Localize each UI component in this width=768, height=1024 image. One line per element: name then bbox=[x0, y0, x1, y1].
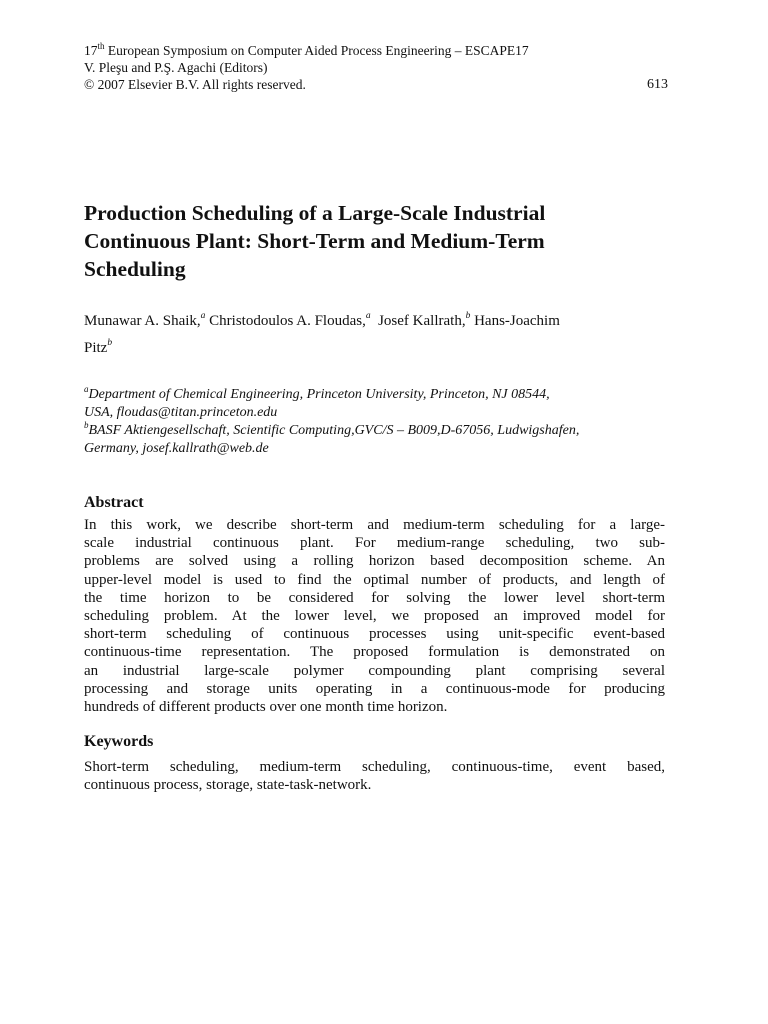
symposium-line bbox=[84, 42, 668, 59]
copyright-line: © 2007 Elsevier B.V. All rights reserved. bbox=[84, 77, 306, 92]
affiliation-line: Germany, josef.kallrath@web.de bbox=[84, 441, 269, 456]
affiliation-line bbox=[84, 422, 674, 440]
affiliation-text: Department of Chemical Engineering, Princeton University, Princeton, NJ 08544, bbox=[88, 387, 550, 402]
edition-suffix: th bbox=[97, 41, 105, 51]
abstract-line: continuous-time representation. The proposed formulation is demonstrated on bbox=[84, 644, 665, 661]
affiliation-line bbox=[84, 386, 674, 404]
author-name: Josef Kallrath, bbox=[378, 313, 466, 329]
author-list bbox=[84, 308, 674, 362]
abstract-line: hundreds of different products over one month time horizon. bbox=[84, 698, 448, 715]
keywords-heading: Keywords bbox=[84, 733, 154, 750]
affiliation-mark: a bbox=[84, 384, 89, 394]
running-header bbox=[84, 42, 668, 93]
keywords-line: Short-term scheduling, medium-term scheduling, continuous-time, event based, bbox=[84, 759, 665, 775]
affiliation-list bbox=[84, 386, 674, 458]
affiliation-mark: b bbox=[84, 420, 89, 430]
abstract-line: scale industrial continuous plant. For medium-range scheduling, two sub- bbox=[84, 535, 665, 552]
page-number: 613 bbox=[647, 77, 668, 92]
abstract-line: In this work, we describe short-term and medium-term scheduling for a large- bbox=[84, 517, 665, 533]
title-line: Production Scheduling of a Large-Scale Industrial bbox=[84, 201, 546, 225]
author-name: Munawar A. Shaik, bbox=[84, 313, 201, 329]
abstract-line: an industrial large-scale polymer compounding plant comprising several bbox=[84, 662, 665, 679]
author-affiliation-mark: a bbox=[365, 311, 371, 321]
author-affiliation-mark: b bbox=[465, 311, 471, 321]
keywords-body bbox=[84, 758, 665, 794]
author-line bbox=[84, 335, 674, 362]
author-name: Pitz bbox=[84, 340, 108, 356]
author-affiliation-mark: b bbox=[107, 338, 113, 348]
abstract-line: short-term scheduling of continuous processes using unit-specific event-based bbox=[84, 626, 665, 643]
abstract-line: upper-level model is used to find the optimal number of products, and length of bbox=[84, 571, 665, 588]
affiliation-line: USA, floudas@titan.princeton.edu bbox=[84, 405, 278, 420]
abstract-body bbox=[84, 516, 665, 716]
abstract-line: problems are solved using a rolling horizon based decomposition scheme. An bbox=[84, 553, 665, 570]
editors-line: V. Pleşu and P.Ş. Agachi (Editors) bbox=[84, 60, 268, 75]
author-line bbox=[84, 308, 674, 335]
author-name: Christodoulos A. Floudas, bbox=[209, 313, 366, 329]
edition-number: 17 bbox=[84, 43, 98, 58]
keywords-line: continuous process, storage, state-task-network. bbox=[84, 777, 372, 794]
abstract-line: the time horizon to be considered for solving the lower level short-term bbox=[84, 589, 665, 606]
author-affiliation-mark: a bbox=[200, 311, 206, 321]
abstract-line: scheduling problem. At the lower level, we proposed an improved model for bbox=[84, 607, 665, 624]
paper-title bbox=[84, 199, 684, 283]
author-name: Hans-Joachim bbox=[474, 313, 560, 329]
title-line: Continuous Plant: Short-Term and Medium-Term bbox=[84, 229, 545, 253]
affiliation-text: BASF Aktiengesellschaft, Scientific Computing,GVC/S – B009,D-67056, Ludwigshafen, bbox=[88, 423, 580, 438]
symposium-name: European Symposium on Computer Aided Process Engineering – ESCAPE17 bbox=[104, 43, 529, 58]
abstract-heading: Abstract bbox=[84, 494, 144, 511]
abstract-line: processing and storage units operating in a continuous-mode for producing bbox=[84, 680, 665, 697]
title-line: Scheduling bbox=[84, 257, 186, 281]
